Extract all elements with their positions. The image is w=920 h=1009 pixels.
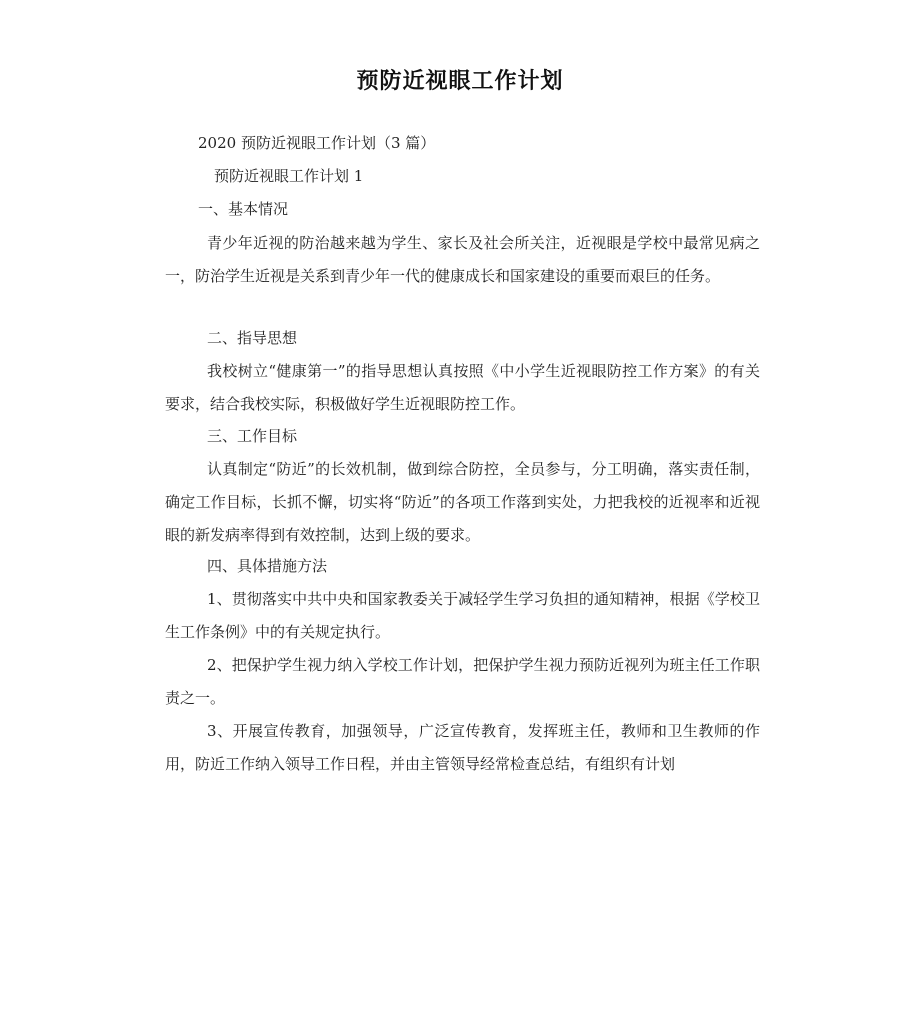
paragraph-basic-situation: 青少年近视的防治越来越为学生、家长及社会所关注，近视眼是学校中最常见病之一，防治学生近视是关系到青少年一代的健康成长和国家建设的重要而艰巨的任务。 xyxy=(165,234,760,285)
document-subtitle: 2020 预防近视眼工作计划（3 篇） xyxy=(198,134,436,152)
heading-guiding-thought: 二、指导思想 xyxy=(207,329,298,347)
heading-measures: 四、具体措施方法 xyxy=(207,557,328,575)
section-title: 预防近视眼工作计划 1 xyxy=(214,167,364,185)
heading-basic-situation: 一、基本情况 xyxy=(198,200,289,218)
heading-work-goals: 三、工作目标 xyxy=(207,427,298,445)
list-item-measure-3: 3、开展宣传教育，加强领导，广泛宣传教育，发挥班主任，教师和卫生教师的作用，防近工作纳入领导工作日程，并由主管领导经常检查总结，有组织有计划 xyxy=(165,722,760,773)
document-title: 预防近视眼工作计划 xyxy=(356,69,564,94)
list-item-measure-2: 2、把保护学生视力纳入学校工作计划，把保护学生视力预防近视列为班主任工作职责之一。 xyxy=(165,656,760,707)
paragraph-work-goals: 认真制定“防近”的长效机制，做到综合防控，全员参与，分工明确，落实责任制，确定工作目标，长抓不懈，切实将“防近”的各项工作落到实处，力把我校的近视率和近视眼的新发病率得到有效控制，达到上级的要求。 xyxy=(165,460,760,544)
list-item-measure-1: 1、贯彻落实中共中央和国家教委关于减轻学生学习负担的通知精神，根据《学校卫生工作条例》中的有关规定执行。 xyxy=(165,590,760,641)
paragraph-guiding-thought: 我校树立“健康第一”的指导思想认真按照《中小学生近视眼防控工作方案》的有关要求，结合我校实际，积极做好学生近视眼防控工作。 xyxy=(165,362,760,413)
